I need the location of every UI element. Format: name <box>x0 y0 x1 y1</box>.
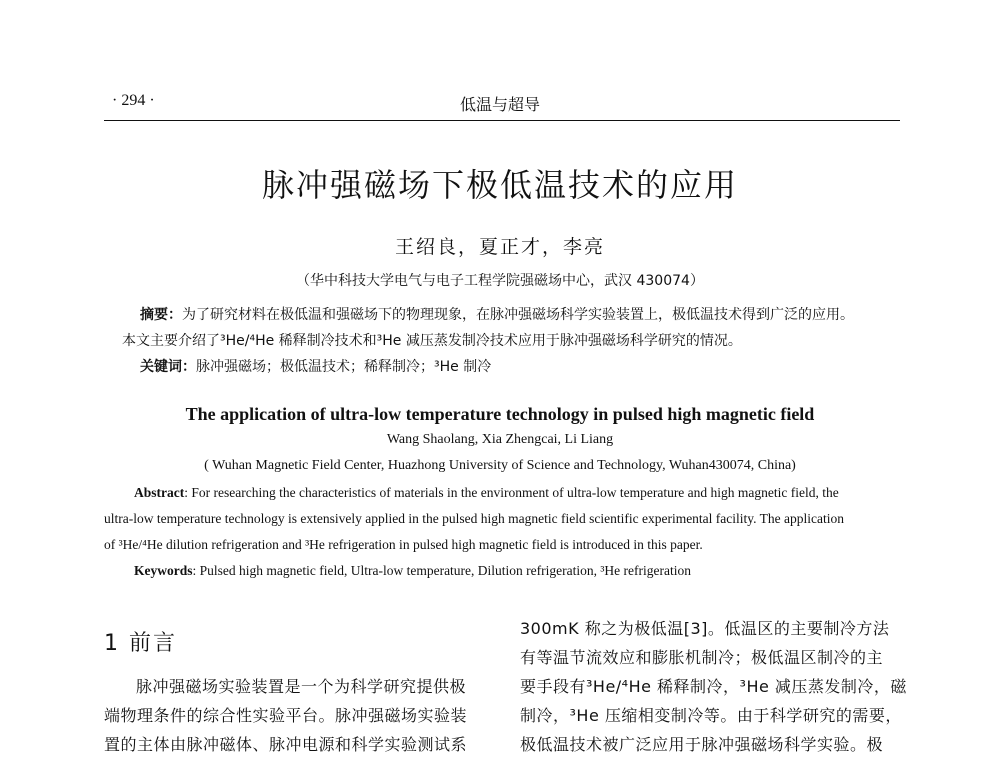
affiliation-en: ( Wuhan Magnetic Field Center, Huazhong University of Science and Technology, Wuhan430074, China) <box>204 458 796 473</box>
keywords-cn-label: 关键词： <box>140 359 196 375</box>
abstract-cn-text-1: 为了研究材料在极低温和强磁场下的物理现象，在脉冲强磁场科学实验装置上，极低温技术得到广泛的应用。 <box>182 307 854 323</box>
abstract-en-line-2: ultra-low temperature technology is extensively applied in the pulsed high magnetic field scientific experimental facility. The application <box>104 511 845 526</box>
page-title-en: The application of ultra-low temperature technology in pulsed high magnetic field <box>185 404 815 424</box>
body-right-line-2: 有等温节流效应和膨胀机制冷；极低温区制冷的主 <box>520 648 884 667</box>
affiliation-cn: （华中科技大学电气与电子工程学院强磁场中心，武汉 430074） <box>296 273 704 289</box>
authors-cn: 王绍良，夏正才，李亮 <box>394 236 605 258</box>
section-heading: 1 前言 <box>104 631 177 656</box>
keywords-cn <box>140 356 491 376</box>
body-left-line-3: 置的主体由脉冲磁体、脉冲电源和科学实验测试系 <box>104 735 468 754</box>
body-right-line-1: 300mK 称之为极低温[3]。低温区的主要制冷方法 <box>520 619 890 638</box>
keywords-en-label: Keywords <box>134 563 193 578</box>
header-rule <box>104 120 900 121</box>
journal-name: 低温与超导 <box>459 95 540 114</box>
keywords-cn-text: 脉冲强磁场；极低温技术；稀释制冷；³He 制冷 <box>196 359 492 375</box>
abstract-cn-line-2: 本文主要介绍了³He/⁴He 稀释制冷技术和³He 减压蒸发制冷技术应用于脉冲强磁场科学研究的情况。 <box>122 333 742 349</box>
page-title-cn: 脉冲强磁场下极低温技术的应用 <box>261 166 738 204</box>
abstract-en-line-1 <box>134 485 839 501</box>
abstract-cn-label: 摘要： <box>140 307 182 323</box>
abstract-en-label: Abstract <box>134 485 185 500</box>
body-left-line-2: 端物理条件的综合性实验平台。脉冲强磁场实验装 <box>104 706 468 725</box>
page-number: · 294 · <box>112 92 155 109</box>
body-right-line-3: 要手段有³He/⁴He 稀释制冷，³He 减压蒸发制冷，磁 <box>520 677 907 696</box>
abstract-en-line-3: of ³He/⁴He dilution refrigeration and ³He refrigeration in pulsed high magnetic field is introduced in this paper. <box>104 537 703 552</box>
authors-en: Wang Shaolang, Xia Zhengcai, Li Liang <box>386 432 614 447</box>
body-left-line-1: 脉冲强磁场实验装置是一个为科学研究提供极 <box>136 677 467 696</box>
keywords-en <box>134 563 691 579</box>
keywords-en-text: : Pulsed high magnetic field, Ultra-low temperature, Dilution refrigeration, ³He refrigeration <box>192 563 692 578</box>
abstract-en-text-1: : For researching the characteristics of materials in the environment of ultra-low temperature and high magnetic field, the <box>184 485 839 500</box>
body-right-line-4: 制冷，³He 压缩相变制冷等。由于科学研究的需要， <box>520 706 902 725</box>
body-right-line-5: 极低温技术被广泛应用于脉冲强磁场科学实验。极 <box>520 735 884 754</box>
abstract-cn-line-1 <box>140 304 854 324</box>
